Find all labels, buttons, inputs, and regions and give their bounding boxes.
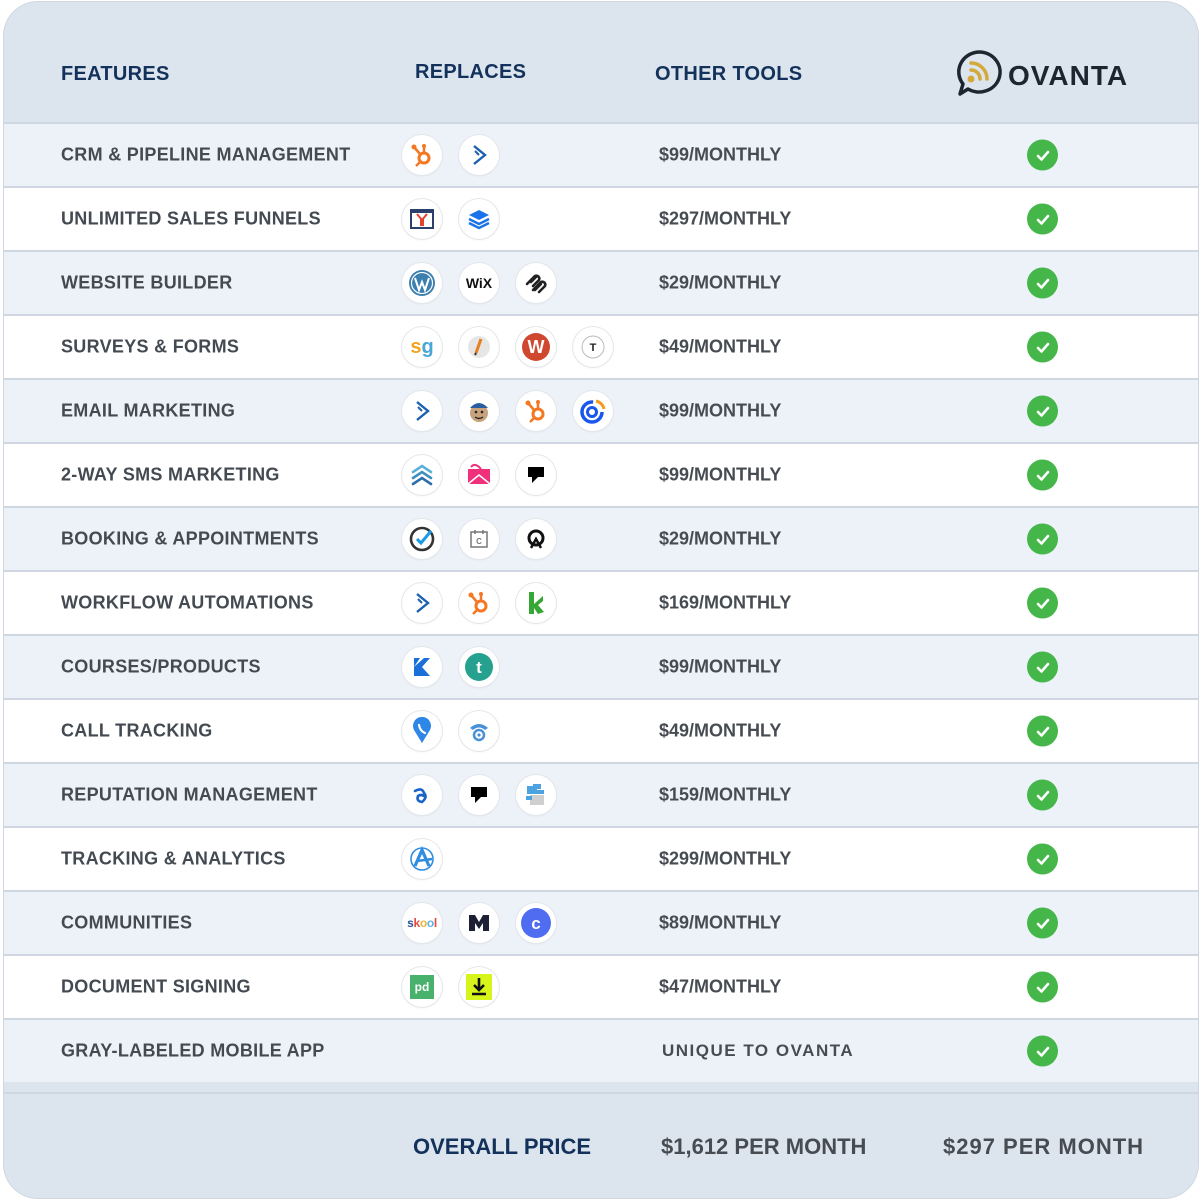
mighty-icon [459,903,499,943]
other-tools-price: $99/MONTHLY [659,656,782,677]
envelope-icon [459,455,499,495]
calendar-icon [459,519,499,559]
svg-text:C: C [476,537,482,546]
other-tools-price: $89/MONTHLY [659,912,782,933]
feature-label: CRM & PIPELINE MANAGEMENT [61,144,351,165]
check-icon [1027,460,1058,491]
hubspot-icon [459,583,499,623]
other-tools-price: $99/MONTHLY [659,400,782,421]
replaced-tools [402,647,499,687]
feature-label: SURVEYS & FORMS [61,336,240,357]
replaced-tools [402,199,499,239]
table-row [4,186,1198,250]
check-icon [1027,204,1058,235]
replaced-tools [402,455,556,495]
check-icon [1027,588,1058,619]
ovanta-logo [954,48,1128,103]
other-tools-total: $1,612 PER MONTH [661,1134,867,1159]
hubspot-icon [402,135,442,175]
table-row [4,378,1198,442]
replaced-tools [402,903,556,943]
phone-pin-icon [402,711,442,751]
replaced-tools [402,583,556,623]
puzzle-icon [516,775,556,815]
replaces-column-header: REPLACES [415,61,527,83]
feature-label: WORKFLOW AUTOMATIONS [61,592,314,613]
check-icon [1027,524,1058,555]
check-icon [1027,652,1058,683]
svg-text:t: t [476,658,482,677]
teachable-icon [459,647,499,687]
other-tools-price: $47/MONTHLY [659,976,782,997]
acuity-icon [516,519,556,559]
table-body [4,122,1198,1082]
table-row [4,634,1198,698]
table-row [4,442,1198,506]
replaced-tools [402,711,499,751]
birdeye-icon [402,775,442,815]
other-tools-price: $49/MONTHLY [659,720,782,741]
other-tools-price: $297/MONTHLY [659,208,792,229]
svg-text:T: T [589,342,597,354]
table-row [4,250,1198,314]
replaced-tools [402,519,556,559]
table-footer [4,1092,1198,1198]
other-tools-price: UNIQUE TO OVANTA [662,1041,855,1060]
check-icon [1027,140,1058,171]
brand-name: OVANTA [1008,59,1129,91]
constantcontact-icon [573,391,613,431]
kajabi-icon [402,647,442,687]
typeform-icon [573,327,613,367]
table-row [4,506,1198,570]
checkmark-circle-icon [402,519,442,559]
analytics-icon [402,839,442,879]
table-row [4,826,1198,890]
feature-label: REPUTATION MANAGEMENT [61,784,318,805]
table-row [4,570,1198,634]
layers-icon [459,199,499,239]
chat-signal-icon [954,48,1004,103]
replaced-tools [402,327,613,367]
hubspot-icon [516,391,556,431]
replaced-tools [402,263,556,303]
pandadoc-icon [402,967,442,1007]
ovanta-total: $297 PER MONTH [943,1134,1145,1159]
podium-icon [459,775,499,815]
check-icon [1027,716,1058,747]
keap-icon [516,583,556,623]
other-tools-price: $99/MONTHLY [659,144,782,165]
check-icon [1027,844,1058,875]
surveygizmo-icon: s g [402,327,442,367]
feature-label: WEBSITE BUILDER [61,272,233,293]
circle-icon [516,903,556,943]
clickfunnels-icon [402,199,442,239]
other-tools-price: $299/MONTHLY [659,848,792,869]
activecampaign-icon [402,583,442,623]
replaced-tools [402,775,556,815]
feature-label: TRACKING & ANALYTICS [61,848,286,869]
feature-label: COURSES/PRODUCTS [61,656,261,677]
table-row [4,314,1198,378]
table-row [4,1018,1198,1082]
svg-text:c: c [531,914,541,933]
other-tools-price: $29/MONTHLY [659,272,782,293]
check-icon [1027,396,1058,427]
replaced-tools [402,839,442,879]
other-tools-column-header: OTHER TOOLS [655,63,803,85]
feature-label: 2-WAY SMS MARKETING [61,464,280,485]
table-row [4,890,1198,954]
download-icon [459,967,499,1007]
table-header [4,2,1198,122]
other-tools-price: $49/MONTHLY [659,336,782,357]
telephone-icon [459,711,499,751]
feature-label: BOOKING & APPOINTMENTS [61,528,319,549]
podium-icon [516,455,556,495]
table-row [4,954,1198,1018]
replaced-tools [402,967,499,1007]
replaced-tools [402,135,499,175]
pencil-icon [459,327,499,367]
wordpress-icon [402,263,442,303]
other-tools-price: $99/MONTHLY [659,464,782,485]
feature-label: COMMUNITIES [61,912,193,933]
feature-label: CALL TRACKING [61,720,213,741]
replaced-tools [402,391,613,431]
squarespace-icon [516,263,556,303]
wix-icon: WiX [459,263,499,303]
comparison-table [4,2,1198,1198]
activecampaign-icon [459,135,499,175]
svg-text:W: W [527,337,545,357]
feature-label: DOCUMENT SIGNING [61,976,251,997]
features-column-header: FEATURES [61,63,170,85]
activecampaign-icon [402,391,442,431]
chevrons-up-icon [402,455,442,495]
table-row [4,698,1198,762]
other-tools-price: $169/MONTHLY [659,592,792,613]
svg-text:pd: pd [414,980,430,994]
other-tools-price: $29/MONTHLY [659,528,782,549]
check-icon [1027,332,1058,363]
table-row [4,122,1198,186]
other-tools-price: $159/MONTHLY [659,784,792,805]
wufoo-icon [516,327,556,367]
check-icon [1027,1036,1058,1067]
check-icon [1027,780,1058,811]
overall-price-label: OVERALL PRICE [413,1134,592,1159]
table-row [4,762,1198,826]
feature-label: GRAY-LABELED MOBILE APP [61,1040,325,1061]
check-icon [1027,268,1058,299]
feature-label: UNLIMITED SALES FUNNELS [61,208,321,229]
mailchimp-icon [459,391,499,431]
feature-label: EMAIL MARKETING [61,400,236,421]
check-icon [1027,908,1058,939]
skool-icon: s k o o l [402,903,442,943]
check-icon [1027,972,1058,1003]
